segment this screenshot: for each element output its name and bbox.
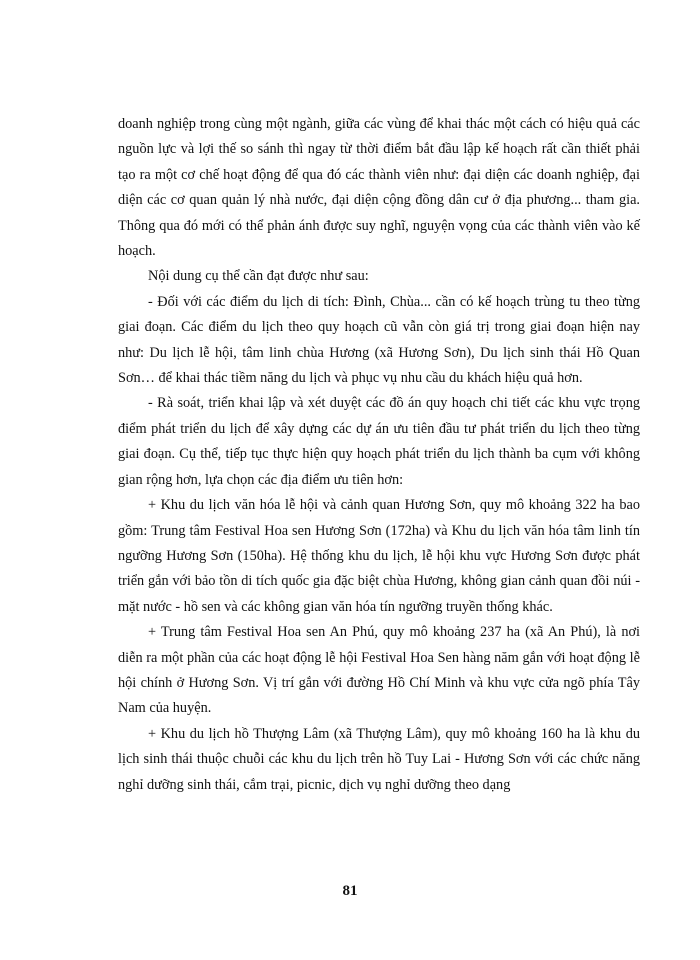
paragraph-thuong-lam-lake: + Khu du lịch hồ Thượng Lâm (xã Thượng Lâm), quy mô khoảng 160 ha là khu du lịch sinh thái thuộc chuỗi các khu du lịch trên hồ Tuy Lai - Hương Sơn với các chức năng nghỉ dưỡng sinh thái, cắm trại, picnic, dịch vụ nghỉ dưỡng theo dạng [118,725,640,793]
paragraph-an-phu-festival: + Trung tâm Festival Hoa sen An Phú, quy mô khoảng 237 ha (xã An Phú), là nơi diễn ra một phần của các hoạt động lễ hội Festival Hoa Sen hàng năm gắn với hoạt động lễ hội chính ở Hương Sơn. Vị trí gắn với đường Hồ Chí Minh và khu vực cửa ngõ phía Tây Nam của huyện. [118,624,640,717]
paragraph-content-heading: Nội dung cụ thể cần đạt được như sau: [148,268,369,285]
paragraph-planning-review: - Rà soát, triển khai lập và xét duyệt các đồ án quy hoạch chi tiết các khu vực trọng điểm phát triển du lịch để xây dựng các dự án ưu tiên đầu tư phát triển du lịch theo từng giai đoạn. Cụ thể, tiếp tục thực hiện quy hoạch phát triển du lịch thành ba cụm với không gian rộng hơn, lựa chọn các địa điểm ưu tiên hơn: [118,395,640,488]
paragraph-heritage-sites: - Đối với các điểm du lịch di tích: Đình, Chùa... cần có kế hoạch trùng tu theo từng giai đoạn. Các điểm du lịch theo quy hoạch cũ vẫn còn giá trị trong giai đoạn hiện nay như: Du lịch lễ hội, tâm linh chùa Hương (xã Hương Sơn), Du lịch sinh thái Hồ Quan Sơn… để khai thác tiềm năng du lịch và phục vụ nhu cầu du khách hiệu quả hơn. [118,293,640,387]
document-body [118,112,640,798]
paragraph-intro: doanh nghiệp trong cùng một ngành, giữa các vùng để khai thác một cách có hiệu quả các nguồn lực và lợi thế so sánh thì ngay từ thời điểm bắt đầu lập kế hoạch rất cần thiết phải tạo ra một cơ chế hoạt động để qua đó các thành viên như: đại diện các doanh nghiệp, đại diện các cơ quan quản lý nhà nước, đại diện cộng đồng dân cư ở địa phương... tham gia. Thông qua đó mới có thể phản ánh được suy nghĩ, nguyện vọng của các thành viên vào kế hoạch. [118,116,640,260]
paragraph-huong-son-zone: + Khu du lịch văn hóa lễ hội và cảnh quan Hương Sơn, quy mô khoảng 322 ha bao gồm: Trung tâm Festival Hoa sen Hương Sơn (172ha) và Khu du lịch văn hóa tâm linh tín ngưỡng Hương Sơn (150ha). Hệ thống khu du lịch, lễ hội khu vực Hương Sơn được phát triển gắn với bảo tồn di tích quốc gia đặc biệt chùa Hương, không gian cảnh quan đồi núi - mặt nước - hồ sen và các không gian văn hóa tín ngưỡng truyền thống khác. [118,497,640,615]
page-number: 81 [342,883,358,899]
